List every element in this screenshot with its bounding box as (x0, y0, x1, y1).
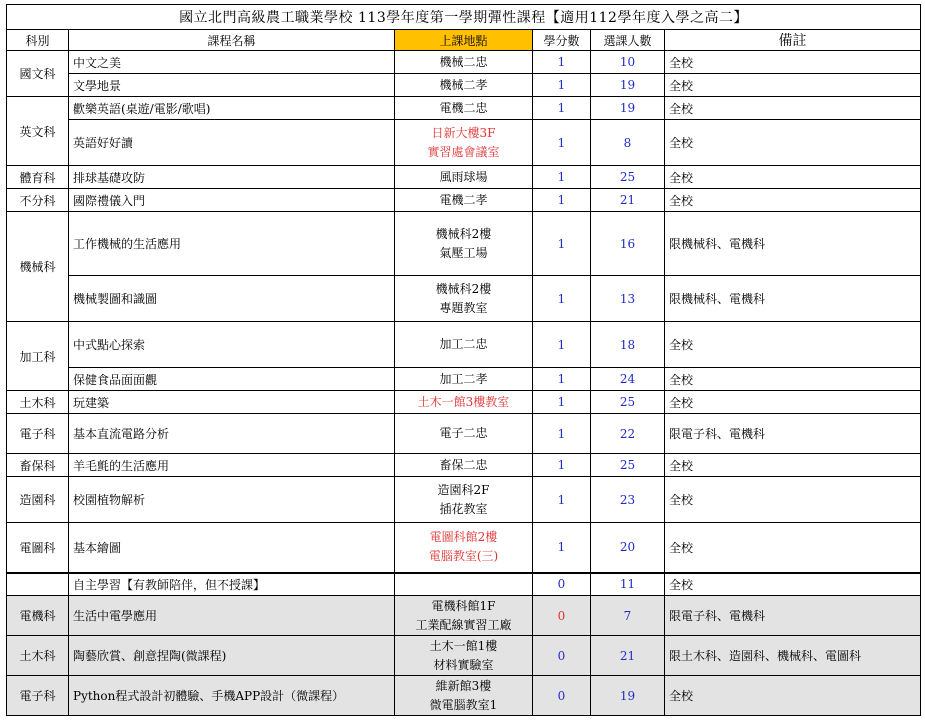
credits-cell: 1 (533, 414, 591, 454)
credits-cell: 1 (533, 391, 591, 414)
table-row (7, 276, 921, 322)
credits-cell: 1 (533, 276, 591, 322)
notes-cell: 全校 (665, 166, 921, 189)
table-row (7, 120, 921, 166)
place-line: 插花教室 (439, 501, 488, 516)
place-line: 專題教室 (439, 300, 488, 315)
table-row (7, 573, 921, 596)
notes-cell: 全校 (665, 97, 921, 120)
course-cell: 陶藝欣賞、創意捏陶(微課程) (69, 636, 395, 676)
place-cell (395, 391, 533, 414)
enrolled-cell: 10 (591, 51, 665, 74)
enrolled-cell: 8 (591, 120, 665, 166)
notes-cell: 全校 (665, 322, 921, 368)
enrolled-cell: 7 (591, 596, 665, 636)
notes-cell: 限電子科、電機科 (665, 596, 921, 636)
table-row (7, 51, 921, 74)
place-cell (395, 166, 533, 189)
place-cell (395, 368, 533, 391)
course-cell: 中文之美 (69, 51, 395, 74)
enrolled-cell: 16 (591, 212, 665, 276)
course-sheet (6, 4, 920, 716)
dept-cell: 體育科 (7, 166, 69, 189)
place-cell (395, 51, 533, 74)
place-line: 電機二忠 (439, 100, 488, 115)
course-cell: 生活中電學應用 (69, 596, 395, 636)
title-row (7, 5, 921, 30)
place-line: 日新大樓3F (431, 125, 496, 140)
notes-cell: 全校 (665, 523, 921, 573)
place-line: 機械科2樓 (435, 281, 492, 296)
notes-cell: 全校 (665, 477, 921, 523)
place-line: 工業配線實習工廠 (415, 617, 512, 632)
course-cell: 工作機械的生活應用 (69, 212, 395, 276)
place-line: 造園科2F (437, 482, 490, 497)
place-cell (395, 454, 533, 477)
enrolled-cell: 20 (591, 523, 665, 573)
sheet-title: 國立北門高級農工職業學校 113學年度第一學期彈性課程【適用112學年度入學之高二】 (7, 5, 921, 30)
course-cell: Python程式設計初體驗、手機APP設計（微課程） (69, 676, 395, 716)
place-cell (395, 74, 533, 97)
place-cell (395, 276, 533, 322)
course-cell: 保健食品面面觀 (69, 368, 395, 391)
table-row (7, 322, 921, 368)
place-cell (395, 477, 533, 523)
dept-cell: 國文科 (7, 51, 69, 97)
place-line: 電圖科館2樓 (429, 530, 498, 545)
place-line: 微電腦教室1 (429, 697, 498, 712)
table-row (7, 523, 921, 573)
table-row (7, 368, 921, 391)
table-row (7, 454, 921, 477)
dept-cell: 畜保科 (7, 454, 69, 477)
place-line: 氣壓工場 (439, 245, 488, 260)
place-line: 維新館3樓 (435, 678, 492, 693)
place-line: 土木一館1樓 (429, 638, 498, 653)
place-line: 實習處會議室 (427, 144, 500, 159)
place-line: 加工二孝 (439, 371, 488, 386)
header-place: 上課地點 (395, 30, 533, 51)
course-cell: 玩建築 (69, 391, 395, 414)
enrolled-cell: 23 (591, 477, 665, 523)
credits-cell: 0 (533, 596, 591, 636)
notes-cell: 限機械科、電機科 (665, 212, 921, 276)
dept-cell: 機械科 (7, 212, 69, 322)
notes-cell: 全校 (665, 676, 921, 716)
header-notes: 備註 (665, 30, 921, 51)
course-cell: 機械製圖和識圖 (69, 276, 395, 322)
place-line: 機械二孝 (439, 77, 488, 92)
dept-cell: 電機科 (7, 596, 69, 636)
header-dept: 科別 (7, 30, 69, 51)
course-table (6, 4, 921, 716)
notes-cell: 全校 (665, 120, 921, 166)
place-line: 電機二孝 (439, 192, 488, 207)
credits-cell: 1 (533, 454, 591, 477)
place-line: 畜保二忠 (439, 457, 488, 472)
header-row (7, 30, 921, 51)
enrolled-cell: 24 (591, 368, 665, 391)
dept-cell: 電圖科 (7, 523, 69, 573)
place-line: 土木一館3樓教室 (417, 394, 510, 409)
notes-cell: 全校 (665, 74, 921, 97)
dept-cell: 土木科 (7, 391, 69, 414)
enrolled-cell: 21 (591, 189, 665, 212)
enrolled-cell: 11 (591, 573, 665, 596)
credits-cell: 1 (533, 166, 591, 189)
dept-cell: 不分科 (7, 189, 69, 212)
notes-cell: 全校 (665, 51, 921, 74)
dept-cell (7, 573, 69, 596)
course-cell: 基本繪圖 (69, 523, 395, 573)
table-row (7, 212, 921, 276)
course-cell: 基本直流電路分析 (69, 414, 395, 454)
credits-cell: 0 (533, 636, 591, 676)
enrolled-cell: 25 (591, 391, 665, 414)
course-cell: 英語好好讀 (69, 120, 395, 166)
dept-cell: 電子科 (7, 676, 69, 716)
dept-cell: 電子科 (7, 414, 69, 454)
course-cell: 自主學習【有教師陪伴，但不授課】 (69, 573, 395, 596)
enrolled-cell: 21 (591, 636, 665, 676)
course-cell: 歡樂英語(桌遊/電影/歌唱) (69, 97, 395, 120)
enrolled-cell: 25 (591, 166, 665, 189)
credits-cell: 1 (533, 74, 591, 97)
credits-cell: 1 (533, 189, 591, 212)
notes-cell: 全校 (665, 391, 921, 414)
credits-cell: 1 (533, 523, 591, 573)
enrolled-cell: 19 (591, 97, 665, 120)
place-line: 電腦教室(三) (428, 549, 499, 564)
table-row (7, 676, 921, 716)
place-cell (395, 189, 533, 212)
course-cell: 校園植物解析 (69, 477, 395, 523)
notes-cell: 限土木科、造園科、機械科、電圖科 (665, 636, 921, 676)
enrolled-cell: 18 (591, 322, 665, 368)
table-row (7, 166, 921, 189)
header-course: 課程名稱 (69, 30, 395, 51)
place-cell (395, 212, 533, 276)
credits-cell: 1 (533, 212, 591, 276)
course-cell: 羊毛氈的生活應用 (69, 454, 395, 477)
table-row (7, 477, 921, 523)
place-cell (395, 573, 533, 596)
place-cell (395, 596, 533, 636)
enrolled-cell: 19 (591, 676, 665, 716)
place-cell (395, 414, 533, 454)
credits-cell: 0 (533, 573, 591, 596)
enrolled-cell: 25 (591, 454, 665, 477)
place-line: 風雨球場 (439, 169, 488, 184)
place-line: 電子二忠 (439, 426, 488, 440)
place-cell (395, 676, 533, 716)
course-cell: 國際禮儀入門 (69, 189, 395, 212)
place-cell (395, 636, 533, 676)
place-cell (395, 322, 533, 368)
dept-cell: 加工科 (7, 322, 69, 391)
notes-cell: 全校 (665, 189, 921, 212)
credits-cell: 1 (533, 120, 591, 166)
notes-cell: 限機械科、電機科 (665, 276, 921, 322)
dept-cell: 英文科 (7, 97, 69, 166)
credits-cell: 1 (533, 368, 591, 391)
dept-cell: 造園科 (7, 477, 69, 523)
place-cell (395, 97, 533, 120)
place-cell (395, 523, 533, 573)
notes-cell: 全校 (665, 573, 921, 596)
header-credits: 學分數 (533, 30, 591, 51)
enrolled-cell: 22 (591, 414, 665, 454)
notes-cell: 限電子科、電機科 (665, 414, 921, 454)
credits-cell: 1 (533, 97, 591, 120)
course-cell: 排球基礎攻防 (69, 166, 395, 189)
place-line: 機械二忠 (439, 54, 488, 69)
enrolled-cell: 19 (591, 74, 665, 97)
place-line: 加工二忠 (439, 337, 488, 351)
notes-cell: 全校 (665, 368, 921, 391)
table-row (7, 97, 921, 120)
dept-cell: 土木科 (7, 636, 69, 676)
table-row (7, 74, 921, 97)
place-cell (395, 120, 533, 166)
table-row (7, 414, 921, 454)
course-cell: 文學地景 (69, 74, 395, 97)
credits-cell: 0 (533, 676, 591, 716)
course-cell: 中式點心探索 (69, 322, 395, 368)
header-enrolled: 選課人數 (591, 30, 665, 51)
place-line: 機械科2樓 (435, 226, 492, 241)
credits-cell: 1 (533, 322, 591, 368)
credits-cell: 1 (533, 477, 591, 523)
place-line: 材料實驗室 (433, 657, 494, 672)
table-row (7, 189, 921, 212)
table-row (7, 596, 921, 636)
place-line: 電機科館1F (431, 598, 496, 613)
credits-cell: 1 (533, 51, 591, 74)
enrolled-cell: 13 (591, 276, 665, 322)
table-row (7, 636, 921, 676)
notes-cell: 全校 (665, 454, 921, 477)
table-row (7, 391, 921, 414)
